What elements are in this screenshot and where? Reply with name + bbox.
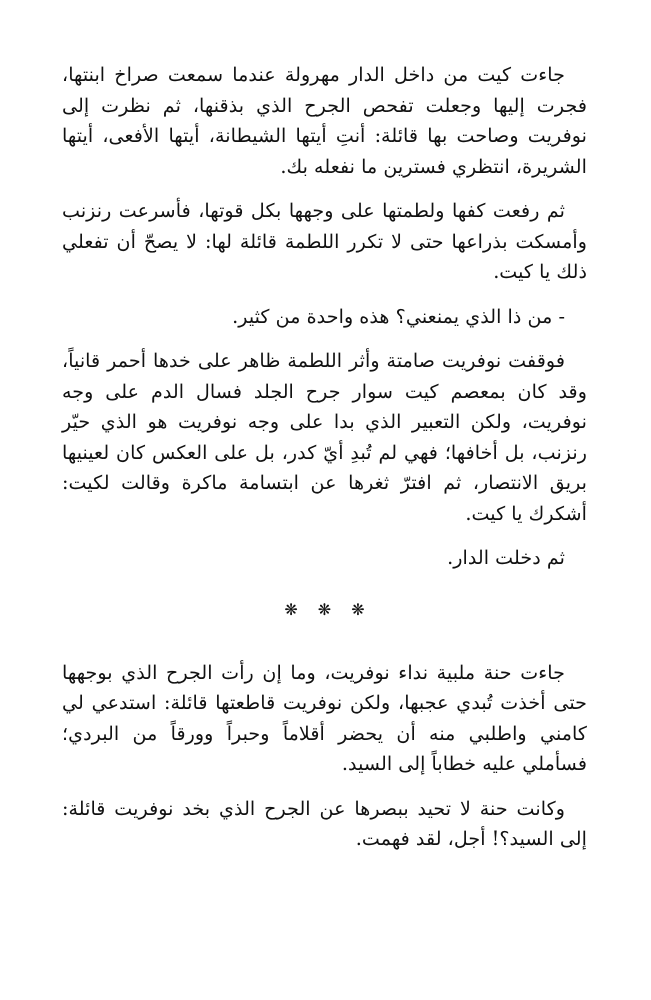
dialogue-line: - من ذا الذي يمنعني؟ هذه واحدة من كثير. (232, 304, 565, 328)
asterism-icon: ❋ (284, 599, 318, 619)
paragraph: جاءت حنة ملبية نداء نوفريت، وما إن رأت الجرح الذي بوجهها حتى أخذت تُبدي عجبها، ولكن نوفريت قاطعتها قائلة: استدعي لي كامني واطلبي منه أن يحضر أقلاماً وحبراً وورقاً من البردي؛ فسأملي عليه خطاباً إلى السيد. (62, 660, 587, 775)
asterism-icon: ❋ (317, 599, 352, 619)
paragraph: ثم رفعت كفها ولطمتها على وجهها بكل قوتها، فأسرعت رنزنب وأمسكت بذراعها حتى لا تكرر اللطمة قائلة لها: لا يصحّ أن تفعلي ذلك يا كيت. (62, 199, 587, 283)
paragraph: ثم دخلت الدار. (447, 546, 565, 569)
book-page (62, 60, 587, 869)
paragraph: وكانت حنة لا تحيد ببصرها عن الجرح الذي بخد نوفريت قائلة: إلى السيد؟! أجل، لقد فهمت. (62, 796, 587, 850)
section-separator (62, 598, 587, 622)
asterism-icon: ❋ (351, 599, 385, 619)
paragraph: جاءت كيت من داخل الدار مهرولة عندما سمعت صراخ ابنتها، فجرت إليها وجعلت تفحص الجرح الذي بذقنها، ثم نظرت إلى نوفريت وصاحت بها قائلة: أنتِ أيتها الشيطانة، أيتها الأفعى، أيتها الشريرة، انتظري فسترين ما نفعله بك. (62, 63, 587, 178)
paragraph: فوقفت نوفريت صامتة وأثر اللطمة ظاهر على خدها أحمر قانياً، وقد كان بمعصم كيت سوار جرح الجلد فسال الدم على وجه نوفريت، ولكن التعبير الذي بدا على وجه نوفريت هو الذي حيّر رنزنب، بل أخافها؛ فهي لم تُبدِ أيّ كدر، بل على العكس كان لعينيها بريق الانتصار، ثم افترّ ثغرها عن ابتسامة ماكرة وقالت لكيت: أشكرك يا كيت. (62, 349, 587, 525)
